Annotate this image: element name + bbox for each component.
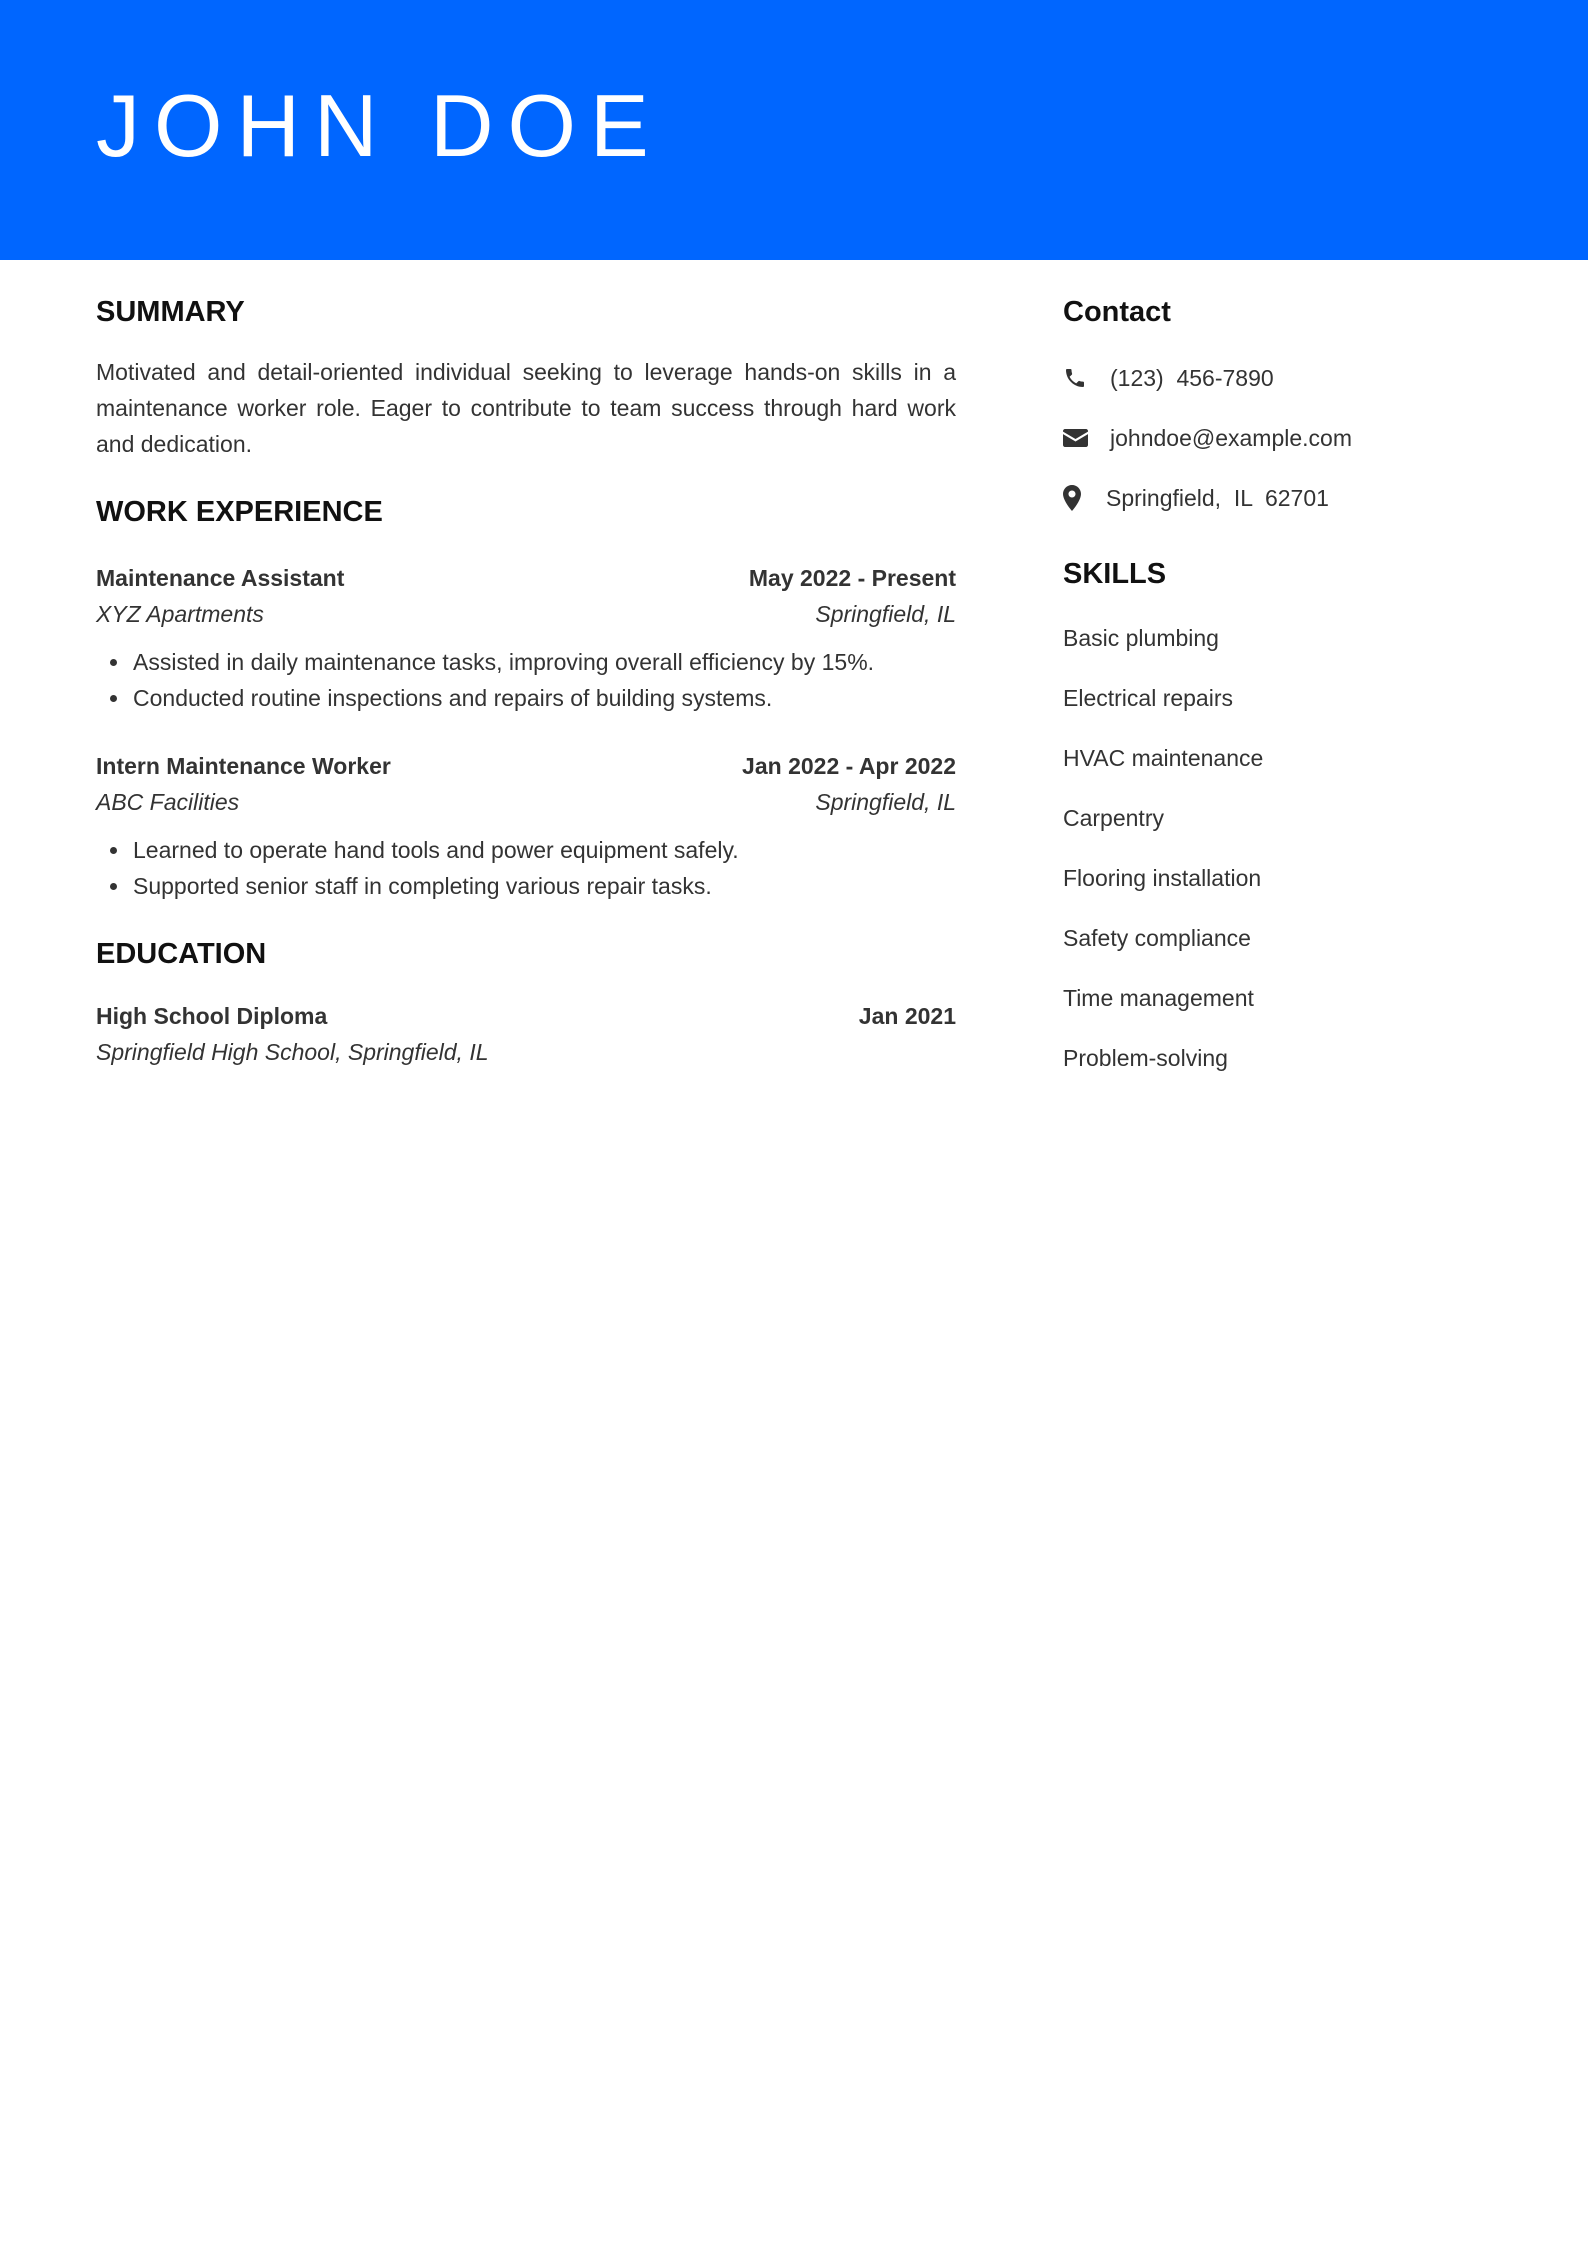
education-school: Springfield High School, Springfield, IL [96, 1039, 489, 1065]
contact-location [1063, 480, 1523, 516]
summary-text: Motivated and detail-oriented individual seeking to leverage hands-on skills in a maintenance worker role. Eager to contribute to team success through hard work and dedication. [96, 359, 956, 457]
map-pin-icon [1063, 485, 1085, 511]
skill-item: Carpentry [1063, 805, 1164, 831]
job-bullet: • Learned to operate hand tools and power equipment safely. [131, 832, 956, 868]
contact-section [1063, 292, 1523, 516]
job-entry [96, 748, 956, 904]
summary-heading: SUMMARY [96, 296, 245, 328]
job-bullets [96, 644, 956, 716]
job-company: ABC Facilities [96, 789, 240, 815]
contact-location-text: Springfield, IL 62701 [1106, 484, 1329, 511]
skill-item: HVAC maintenance [1063, 745, 1264, 771]
education-heading: EDUCATION [96, 938, 267, 970]
skill-item: Problem-solving [1063, 1045, 1228, 1071]
skill-item: Flooring installation [1063, 865, 1262, 891]
job-title: Intern Maintenance Worker [96, 753, 391, 779]
skills-list [1063, 620, 1523, 1076]
main-column [96, 292, 956, 1070]
work-experience-section [96, 492, 956, 904]
contact-email [1063, 420, 1523, 456]
header-banner [0, 0, 1588, 260]
contact-heading: Contact [1063, 296, 1171, 328]
job-bullets [96, 832, 956, 904]
job-bullet: • Assisted in daily maintenance tasks, improving overall efficiency by 15%. [131, 644, 956, 680]
candidate-name: JOHN DOE [96, 76, 663, 175]
skill-item: Time management [1063, 985, 1254, 1011]
job-entry [96, 560, 956, 716]
job-location: Springfield, IL [815, 601, 956, 627]
job-location: Springfield, IL [815, 789, 956, 815]
job-dates: May 2022 - Present [748, 565, 956, 591]
job-title: Maintenance Assistant [96, 565, 345, 591]
skill-item: Electrical repairs [1063, 685, 1233, 711]
education-entry [96, 998, 956, 1070]
skill-item: Safety compliance [1063, 925, 1251, 951]
education-degree: High School Diploma [96, 1003, 328, 1029]
work-experience-heading: WORK EXPERIENCE [96, 496, 383, 528]
job-dates: Jan 2022 - Apr 2022 [742, 753, 956, 779]
skills-section [1063, 554, 1523, 1076]
education-section [96, 934, 956, 1070]
job-bullet: • Supported senior staff in completing various repair tasks. [131, 868, 956, 904]
job-bullet: • Conducted routine inspections and repairs of building systems. [131, 680, 956, 716]
envelope-icon [1063, 425, 1089, 451]
sidebar-column [1063, 292, 1523, 1100]
summary-section [96, 292, 956, 462]
education-date: Jan 2021 [858, 1003, 956, 1029]
skills-heading: SKILLS [1063, 558, 1167, 590]
contact-phone [1063, 360, 1523, 396]
contact-email-text: johndoe@example.com [1110, 424, 1352, 451]
phone-icon [1063, 365, 1089, 391]
job-company: XYZ Apartments [96, 601, 264, 627]
skill-item: Basic plumbing [1063, 625, 1219, 651]
contact-phone-text: (123) 456-7890 [1110, 364, 1274, 391]
